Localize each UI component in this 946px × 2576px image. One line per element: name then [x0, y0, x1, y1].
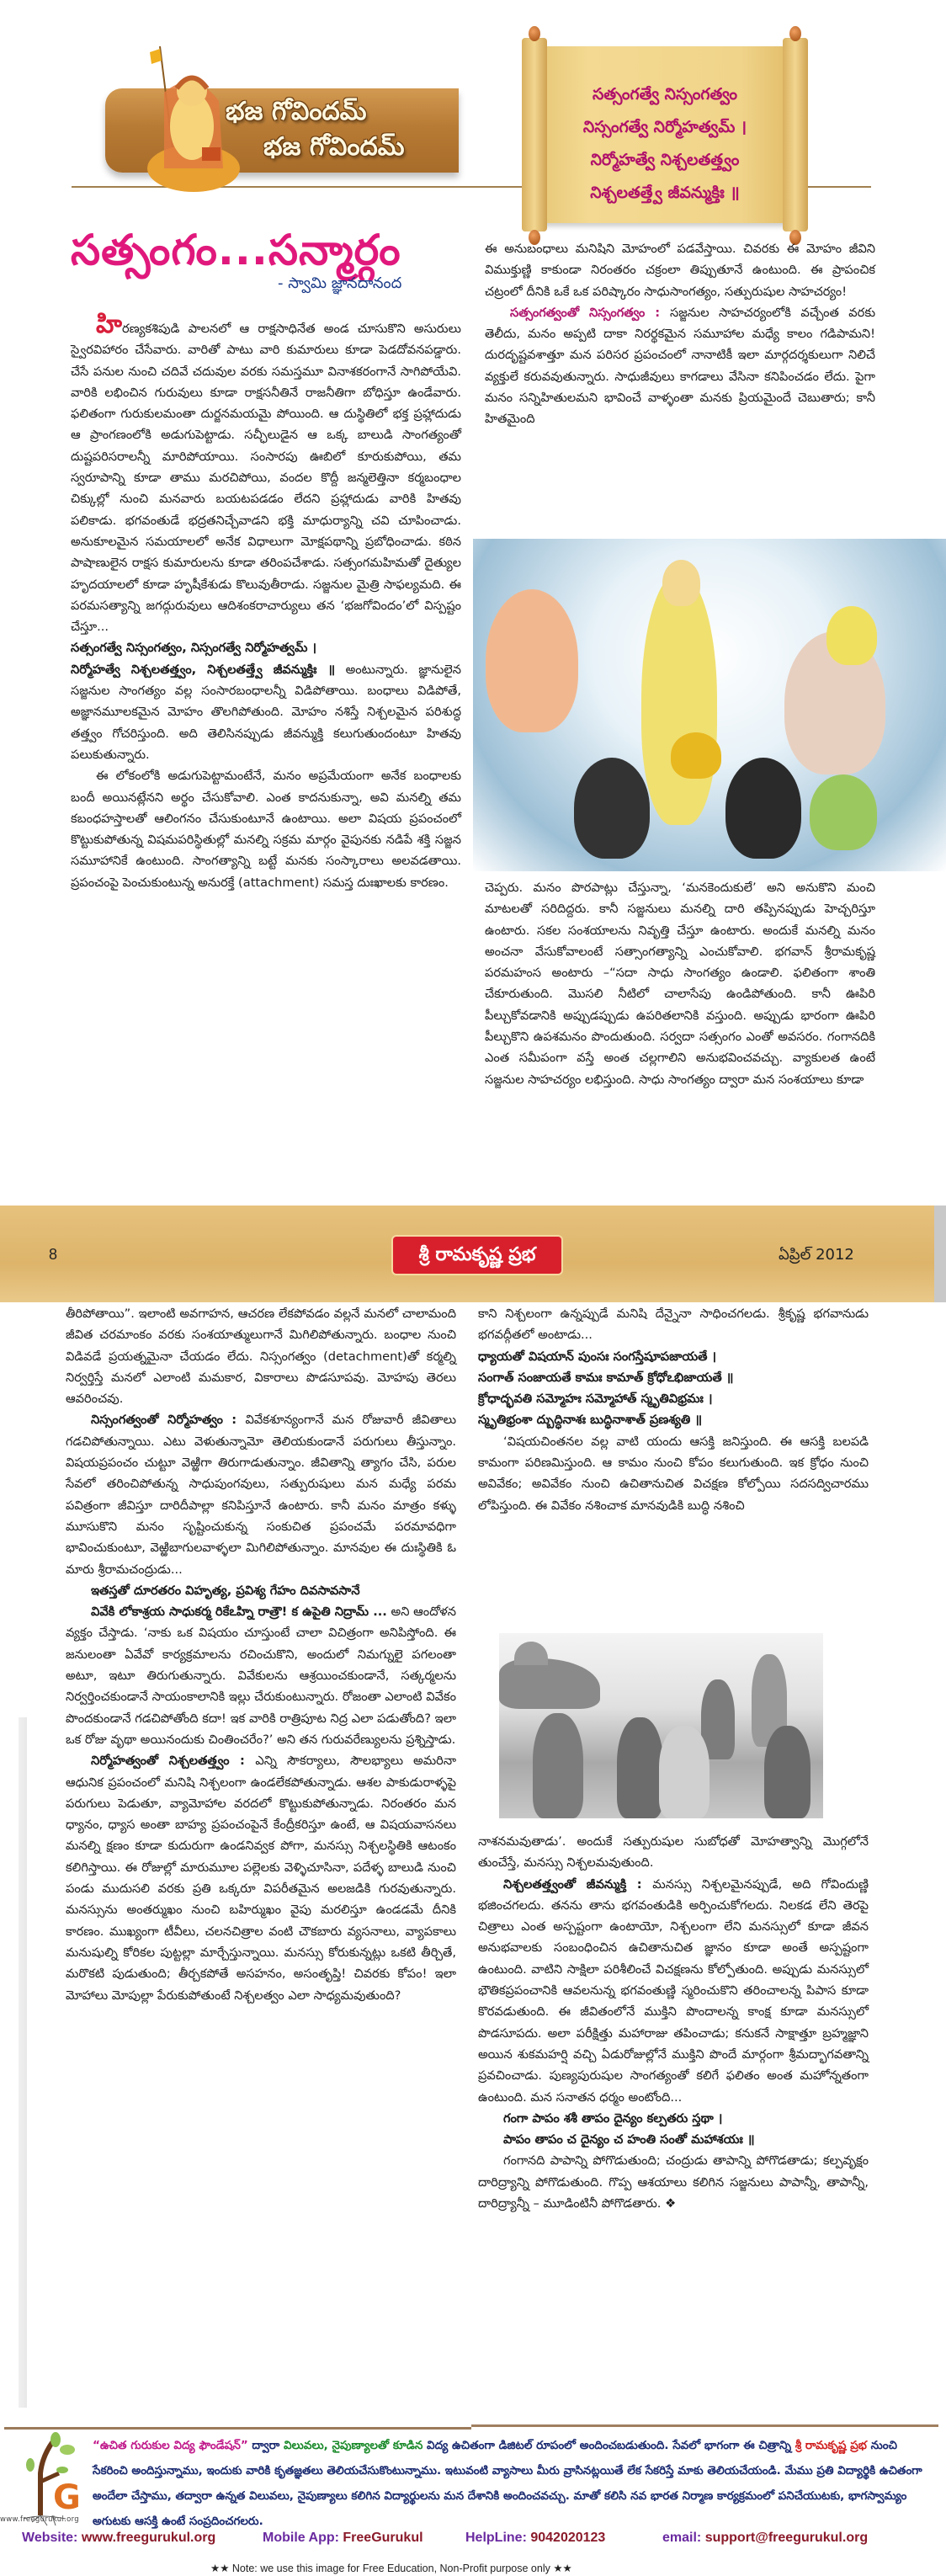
source-magazine: శ్రీ రామకృష్ణ ప్రభ: [795, 2439, 867, 2452]
page1-right-column: [485, 238, 875, 430]
page2-right-column-continued: [478, 1831, 869, 2214]
page-shadow: [19, 1717, 27, 2408]
page-number: 8: [49, 1246, 58, 1263]
paragraph: గంగానది పాపాన్ని పోగొడుతుంది; చంద్రుడు తాపాన్ని పోగొడతాడు; కల్పవృక్షం దారిద్ర్యాన్ని పోగొడుతుంది. గొప్ప ఆశయాలు కలిగిన సజ్జనులు పాపాన్నీ, తాపాన్నీ, దారిద్ర్యాన్నీ – మూడింటినీ పోగొడతారు. ❖: [478, 2153, 869, 2211]
contact-label: HelpLine:: [465, 2531, 527, 2545]
paragraph: కాని నిశ్చలంగా ఉన్నప్పుడే మనిషి దేన్నైనా సాధించగలడు. శ్రీకృష్ణ భగవానుడు భగవద్గీతలో అంటాడు...: [478, 1307, 869, 1343]
foundation-text: విద్య ఉచితంగా డిజిటల్ రూపంలో అందించబడుతుంది. సేవలో భాగంగా ఈ చిత్రాన్ని: [423, 2439, 795, 2452]
paragraph: మనస్సు నిశ్చలమైనప్పుడే, అది గోవిందుణ్ణి భజించగలదు. తనను తాను భగవంతుడికి అర్పించుకోగలదు. నిలకడ లేని తెరపై చిత్రాలు ఎంత అస్పష్టంగా ఉంటాయో, నిశ్చలంగా లేని మనస్సులో కూడా జీవన అనుభవాలకు సంబంధించిన ఉచితానుచిత జ్ఞానం కూడా అంతే అస్పష్టంగా ఉంటుంది. వాటిని సాక్షిలా పరిశీలించే విచక్షణను కోల్పోతుంది. అప్పుడు మనస్సులో భౌతికప్రపంచానికి ఆవలనున్న భగవంతుణ్ణి స్మరించుకొని తరించాలన్న పిపాస కూడా కొరవడుతుంది. ఈ జీవితంలోనే ముక్తిని పొందాలన్న కాంక్ష కూడా మనస్సులో పొడసూపదు. అలా పరీక్షిత్తు మహారాజు తపించాడు; కనుకనే సాక్షాత్తూ బ్రహ్మజ్ఞాని అయిన శుకమహర్షి వచ్చి ఏడురోజుల్లోనే ముక్తిని పొందే మార్గంగా శ్రీమద్భాగవతాన్ని ప్రవచించాడు. పుణ్యపురుషుల సాంగత్యంతో కలిగే ఫలితం అంత మహోన్నతంగా ఉంటుంది. మన సనాతన ధర్మం అంటోంది...: [478, 1876, 869, 2105]
photo-figure: [659, 1726, 710, 1818]
figure-head: [662, 560, 700, 606]
article-author: - స్వామి జ్ఞానదానంద: [278, 274, 402, 292]
helpline-number[interactable]: 9042020123: [530, 2531, 606, 2545]
photo-figure: [617, 1717, 663, 1818]
app-name[interactable]: FreeGurukul: [343, 2531, 423, 2545]
paragraph: సజ్జనుల సాహచర్యంలోకి వచ్చేంత వరకు తెలీదు, మనం అప్పటి దాకా నిరర్థకమైన సమూహాల మధ్యే కాలం గడిపామని! దురదృష్టవశాత్తూ మన పరిసర ప్రపంచంలో నానాటికీ ఇలా మార్గదర్శకులుగా నిలిచే వ్యక్తులే కరువవుతున్నారు. సాధుజీవులు కాగడాలు వేసినా కనిపించడం లేదు. పైగా మనం సన్నిహితులమని భావించే వాళ్ళంతా మనకు ప్రియమైందే చెబుతారు; కానీ హితమైంది: [485, 305, 875, 427]
prahlada-illustration: [473, 539, 946, 871]
figure-back: [574, 758, 650, 859]
shuka-parikshit-photo: [499, 1633, 823, 1818]
figure-asura: [810, 774, 877, 850]
contact-mobile-app[interactable]: [263, 2531, 423, 2546]
scroll-knob-icon: [529, 26, 540, 41]
footer-divider: [4, 2427, 471, 2430]
paragraph: ఈ లోకంలోకి అడుగుపెట్టామంటేనే, మనం అప్రమేయంగా అనేక బంధాలకు బందీ అయినట్లేనని అర్థం చేసుకోవాలి. ఎంత కాదనుకున్నా, అవి మనల్ని తమ కబంధహస్తాలతో ఆలింగనం చేసుకుంటూనే ఉంటాయి. అలా విషయ ప్రపంచంలో కొట్టుకుపోతున్న విషమపరిస్థితుల్లో మనల్ని సక్రమ మార్గం వైపునకు నడిపే శక్తి సజ్జన సమూహానికే ఉంటుంది. సాంగత్యాన్ని బట్టే మనకు సంస్కారాలు అలవడతాయి. ప్రపంచంపై పెంచుకుంటున్న అనురక్తే (attachment) సమస్త దుఃఖాలకు కారణం.: [71, 769, 461, 890]
photo-temple-dome: [514, 1642, 548, 1665]
banner-title-line1: భజ గోవిందమ్: [226, 97, 367, 126]
section-heading: నిర్మోహత్వంతో నిశ్చలతత్త్వం :: [91, 1754, 256, 1769]
usage-note: ★★ Note: we use this image for Free Education, Non-Profit purpose only ★★: [210, 2563, 572, 2574]
contact-label: Mobile App:: [263, 2531, 339, 2545]
scroll-verse-line: సత్సంగత్వే నిస్సంగత్వం: [592, 85, 738, 104]
foundation-message: [93, 2433, 934, 2534]
verse-line: సంగాత్ సంజాయతే కామః కామాత్ క్రోధోఽభిజాయతే ॥: [478, 1370, 734, 1385]
scroll-verse-line: నిశ్చలతత్త్వే జీవన్ముక్తిః ॥: [590, 184, 740, 202]
paragraph: రణ్యకశిపుడి పాలనలో ఆ రాక్షసాధినేత అండ చూసుకొని అసురులు స్వైరవిహారం చేసేవారు. వారితో పాటు వారి కుమారులు కూడా పెడదోవనపడ్డారు. చేసే పనుల నుంచి చదివే చదువుల వరకు సమస్తమూ వినాశకరంగానే సాగిపోయేవి. వారికి లభించిన గురువులు కూడా రాక్షసనీతినే రాజనీతిగా బోధిస్తూ ఉండేవారు. ఫలితంగా గురుకులమంతా దుర్జనమయమై పోయింది. ఆ దుస్థితిలో భక్త ప్రహ్లాదుడు ఆ ప్రాంగణంలోకి అడుగుపెట్టాడు. సచ్ఛీలుడైన ఆ ఒక్క బాలుడి సాంగత్యంతో దుష్టపరిసరాలన్నీ మారిపోయాయి. సంసారపు ఊబిలో కూరుకుపోయి, తమ స్వరూపాన్ని కూడా తాము మరచిపోయి, వందల కొద్దీ జన్మలెత్తినా కర్మబంధాల చిక్కుల్లో నుంచి మనవారు బయటపడడం లేదని ప్రహ్లాదుడు వారికి హితవు పలికాడు. భగవంతుడే భద్రతనిచ్చేవాడని భక్తి మాధుర్యాన్ని చవి చూపించాడు. అనుకూలమైన సమయాలలో అనేక విధాలుగా మోక్షపథాన్ని ప్రబోధించాడు. కఠిన పాషాణులైన రాక్షస కుమారులను కూడా తరింపచేశాడు. సత్సంగమహిమతో దైత్యుల హృదయాలలో కూడా హృషీకేశుడు కొలువుతీరాడు. సజ్జనుల మైత్రి సాఫల్యమది. ఈ పరమసత్యాన్ని జగద్గురువులు ఆదిశంకరాచార్యులు తన ‘భజగోవిందం’లో విస్పష్టం చేస్తూ...: [71, 322, 461, 635]
paragraph: అని ఆందోళన వ్యక్తం చేస్తాడు. ‘నాకు ఒక విషయం చూస్తుంటే చాలా విచిత్రంగా అనిపిస్తోంది. ఈ జనులంతా ఏవేవో కార్యక్రమాలను రచించుకొని, అందులో నిమగ్నులై పగలంతా అటూ, ఇటూ తిరుగుతున్నారు. వివేకులను ఆశ్రయించకుండానే, సత్కర్మలను నిర్వర్తించకుండానే సాయంకాలానికి ఇల్లు చేరుకుంటున్నారు. రోజంతా ఎలాంటి వివేకం పొందకుండానే గడచిపోతోంది కదా! ఇక వారికి రాత్రిపూట నిద్ర ఎలా పడుతోంది? ఇలా ఒక రోజు వృథా అయినందుకు చింతించరేం?’ అని తన గురువరేణ్యులను ప్రశ్నిస్తాడు.: [66, 1605, 456, 1747]
figure-asura: [486, 589, 578, 732]
contact-website[interactable]: [22, 2531, 215, 2546]
verse-line: పాపం తాపం చ దైన్యం చ హంతి సంతో మహాశయః ॥: [503, 2132, 755, 2148]
paragraph: చెప్పరు. మనం పొరపాట్లు చేస్తున్నా, ‘మనకెందుకులే’ అని అనుకొని మంచి మాటలతో సరిదిద్దరు. కానీ సజ్జనులు మనల్ని దారి తప్పినప్పుడు హెచ్చరిస్తూ ఉంటారు. సకల సంశయాలను నివృత్తి చేస్తూ ఉంటారు. అందుకే మనల్ని మనం అంచనా వేసుకోవాలంటే సత్సాంగత్యాన్ని ఎంచుకోవాలి. భగవాన్ శ్రీరామకృష్ణ పరమహంస అంటారు –“సదా సాధు సాంగత్యం ఉండాలి. ఫలితంగా శాంతి చేకూరుతుంది. మొసలి నీటిలో చాలాసేపు ఉండిపోతుంది. కానీ ఊపిరి పీల్చుకోవడానికి అప్పుడప్పుడు ఉపరితలానికి వస్తుంది. అప్పుడు భారంగా ఊపిరి పీల్చుకొని ఉపశమనం పొందుతుంది. సర్వదా సత్సంగం ఎంతో అవసరం. గంగానదికి ఎంత సమీపంగా వస్తే అంత చల్లగాలిని అనుభవించవచ్చు. వ్యాకులత ఉంటే సజ్జనుల సాహచర్యం లభిస్తుంది. సాధు సాంగత్యం ద్వారా మన సంశయాలు కూడా: [485, 881, 875, 1087]
scroll-verse: [539, 78, 791, 210]
photo-trees: [499, 1658, 600, 1709]
section-heading: సత్సంగత్వంతో నిస్సంగత్వం :: [510, 305, 670, 320]
magazine-badge: శ్రీ రామకృష్ణ ప్రభ: [391, 1235, 563, 1275]
verse-line: ధ్యాయతో విషయాన్ పుంసః సంగస్తేషూపజాయతే ।: [478, 1349, 717, 1364]
contact-email[interactable]: [662, 2531, 868, 2546]
paragraph: అంటున్నారు. జ్ఞానులైన సజ్జనుల సాంగత్యం వల్ల సంసారబంధాలన్నీ విడిపోతాయి. బంధాలు విడిపోతే, అజ్ఞానమూలకమైన మోహం తొలగిపోతుంది. మోహం నశిస్తే నిశ్చలమైన పరిశుద్ధ తత్త్వం గోచరిస్తుంది. అది తెలిసినప్పుడు జీవన్ముక్తి కలుగుతుందంటూ హితవు పలుకుతున్నారు.: [71, 662, 461, 762]
section-heading: నిశ్చలతత్త్వంతో జీవన్ముక్తి :: [503, 1876, 653, 1892]
verse-scroll: [513, 46, 816, 223]
svg-text:G: G: [53, 2478, 81, 2517]
scroll-verse-line: నిస్సంగత్వే నిర్మోహత్వమ్ ।: [582, 118, 747, 136]
verse-line: స్మృతిభ్రంశా ద్బుద్ధినాశః బుద్ధినాశాత్ ప్రణశ్యతి ॥: [478, 1413, 703, 1428]
page1-right-column-continued: [485, 877, 875, 1090]
verse-line: గంగా పాపం శశీ తాపం దైన్యం కల్పతరు స్తథా ।: [503, 2110, 723, 2126]
verse-line: సత్సంగత్వే నిస్సంగత్వం, నిస్సంగత్వే నిర్మోహత్వమ్ ।: [71, 641, 317, 656]
verse-line: వివేకి లోకాశ్రయ సాధుకర్మ రికేఽహ్ని రాత్రౌ! క ఉపైతి నిద్రామ్ ...: [91, 1605, 387, 1620]
paragraph: ఎన్ని సౌకర్యాలు, సౌలభ్యాలు అమరినా ఆధునిక ప్రపంచంలో మనిషి నిశ్చలంగా ఉండలేకపోతున్నాడు. ఆశల పాకుడురాళ్ళపై పరుగులు పెడుతూ, వ్యామోహాల వరదలో కొట్టుకుపోతున్నాడు. నిరంతరం మన ధ్యానం, ధ్యాస అంతా బాహ్య ప్రపంచంపైనే కేంద్రీకరిస్తూ ఉంటే, ఆ విషయవాసనలు మనల్ని క్షణం కూడా కుదురుగా ఉండనివ్వక పోగా, మనస్సు నిశ్చలస్థితికి ఆటంకం కలిగిస్తాయి. ఈ రోజుల్లో మారుమూల పల్లెలకు వెళ్ళిచూసినా, పదేళ్ళ బాలుడి నుంచి పండు ముదుసలి వరకు ప్రతి ఒక్కరూ విపరీతమైన అలజడికి గురవుతున్నారు. మనస్సును అంతర్ముఖం నుంచి బహిర్ముఖం వైపు మరలిస్తూ ఉండడమే దీనికి కారణం. ముఖ్యంగా టీవీలు, చలనచిత్రాల వంటి చౌకబారు వ్యసనాలు, వ్యాపకాలు మనుషుల్ని కోరికల పుట్టల్లా మార్చేస్తున్నాయి. మనస్సు కోరుకున్నట్లు ఒకటి తీర్చితే, మరొకటి పుడుతుంది; తీర్చకపోతే అసహనం, అసంతృప్తి! చివరకు కోపం! ఇలా మోహాలు మోపుల్లా పేరుకుపోతుంటే నిశ్చలత్వం ఎలా సాధ్యమవుతుంది?: [66, 1754, 456, 2003]
issue-date: ఏప్రిల్ 2012: [779, 1246, 854, 1264]
banner-title-line2: భజ గోవిందమ్: [263, 132, 405, 162]
paragraph: వివేకశూన్యంగానే మన రోజువారీ జీవితాలు గడచిపోతున్నాయి. ఎటు వెళుతున్నామో తెలియకుండానే పరుగులు తీస్తున్నాం. విషయప్రపంచం చుట్టూ వెఱ్ఱిగా తిరుగాడుతున్నాం. జీవితాన్ని త్యాగం చేసి, పరుల సేవలో తరించిపోతున్న సాధుపుంగవులు, సత్పురుషులు మన మధ్యే పరమ పవిత్రంగా జీవిస్తూ దారిదీపాల్లా కనిపిస్తూనే ఉంటారు. కానీ మనం మాత్రం కళ్ళు మూసుకొని మనం సృష్టించుకున్న సంకుచిత ప్రపంచమే పరమావధిగా భావించుకుంటూ, వెఱ్ఱిబాగులవాళ్ళలా మిగిలిపోతున్నాం. మానవుల ఈ దుఃస్థితికి ఓ మారు శ్రీరామచంద్రుడు...: [66, 1413, 456, 1577]
contact-label: email:: [662, 2531, 702, 2545]
foundation-highlight: విలువలు, నైపుణ్యాలతో కూడిన: [284, 2439, 423, 2452]
figure-asura: [826, 606, 877, 665]
crown: [671, 732, 721, 779]
drop-cap: హి: [96, 310, 122, 339]
page2-left-column: [66, 1303, 456, 2006]
banner-title: [226, 94, 404, 165]
paragraph: ఈ అనుబంధాలు మనిషిని మోహంలో పడవేస్తాయి. చివరకు ఈ మోహం జీవిని విముక్తుణ్ణి కాకుండా నిరంతరం చక్రంలా తిప్పుతూనే ఉంటుంది. ఈ ప్రాపంచిక చట్రంలో దీనికి ఒకే ఒక పరిష్కారం సాధుసాంగత్యం, సత్పురుషుల సాహచర్యం!: [485, 242, 875, 299]
scroll-verse-line: నిర్మోహత్వే నిశ్చలతత్త్వం: [590, 151, 740, 169]
page1-left-column: [71, 310, 461, 893]
photo-figure: [533, 1713, 583, 1818]
page2-right-column: [478, 1303, 869, 1516]
foundation-text: నుంచి సేకరించి అందిస్తున్నాము, ఇందుకు వారికి కృతజ్ఞతలు తెలియచేసుకొంటున్నాము. ఇటువంటి వ్యాసాలు మీరు వ్రాసినట్లయితే లేక సేకరిస్తే మాకు తెలియచేయండి. మేము ప్రతి విద్యార్థికి ఉచితంగా అందేలా చేస్తాము, తద్వారా ఉన్నత విలువలు, నైపుణ్యాలు కలిగిన విద్యార్థులను మన దేశానికి అందించవచ్చు. మాతో కలిసి నవ భారత నిర్మాణ కార్యక్రమంలో పనిచేయుటకు, భాగస్వామ్యం అగుటకు ఆసక్తి ఉంటే సంప్రదించగలరు.: [93, 2439, 922, 2528]
paragraph: తీరిపోతాయి”. ఇలాంటి అవగాహన, ఆచరణ లేకపోవడం వల్లనే మనలో చాలామంది జీవిత చరమాంకం వరకు సంశయాత్ములుగానే మిగిలిపోతున్నారు. బంధాల నుంచి విడివడే ప్రయత్నమైనా చేయడం లేదు. నిస్సంగత్వం (detachment)తో కర్మల్ని నిర్వర్తిస్తే మనలో ఎలాంటి మమకార, వికారాలు పొడసూపవు. మోహపు తెరలు ఆవరించవు.: [66, 1307, 456, 1407]
footer-divider: [471, 2424, 938, 2427]
contact-label: Website:: [22, 2531, 78, 2545]
email-link[interactable]: support@freegurukul.org: [704, 2531, 869, 2545]
verse-line: నిర్మోహత్వే నిశ్చలతత్త్వం, నిశ్చలతత్త్వే జీవన్ముక్తిః ॥: [71, 662, 336, 677]
logo-url: www.freegurukul.org: [0, 2515, 79, 2524]
foundation-text: ద్వారా: [247, 2439, 284, 2452]
verse-line: క్రోధాద్భవతి సమ్మోహః సమ్మోహాత్ స్మృతివిభ్రమః ।: [478, 1392, 713, 1407]
section-heading: నిస్సంగత్వంతో నిర్మోహత్వం :: [91, 1413, 246, 1428]
contact-helpline[interactable]: [465, 2531, 605, 2546]
paragraph: నాశనమవుతాడు’. అందుకే సత్పురుషుల సుబోధతో మోహత్వాన్ని మొగ్గలోనే తుంచేస్తే, మనస్సు నిశ్చలమవుతుంది.: [478, 1834, 869, 1871]
article-title: సత్సంగం...సన్మార్గం: [71, 226, 401, 274]
scroll-knob-icon: [789, 26, 801, 41]
figure-prahlada: [641, 572, 717, 825]
photo-figure: [764, 1726, 810, 1818]
website-link[interactable]: www.freegurukul.org: [81, 2531, 216, 2545]
figure-back: [725, 758, 801, 859]
foundation-name: “ఉచిత గురుకుల విద్య ఫౌండేషన్”: [93, 2439, 248, 2452]
paragraph: ‘విషయచింతనల వల్ల వాటి యందు ఆసక్తి జనిస్తుంది. ఈ ఆసక్తి బలపడి కామంగా పరిణమిస్తుంది. ఆ కామం నుంచి కోపం కలుగుతుంది. ఇక క్రోధం నుంచి అవివేకం; అవివేకం నుంచి ఉచితానుచిత విచక్షణ కోల్పోయి సదసద్విచారము లోపిస్తుంది. ఈ వివేకం నశించాక మానవుడికి బుద్ధి నశించి: [478, 1434, 869, 1513]
verse-line: ఇతస్తతో దూరతరం విహృత్య, ప్రవిశ్య గేహం దివసావసానే: [91, 1583, 360, 1598]
